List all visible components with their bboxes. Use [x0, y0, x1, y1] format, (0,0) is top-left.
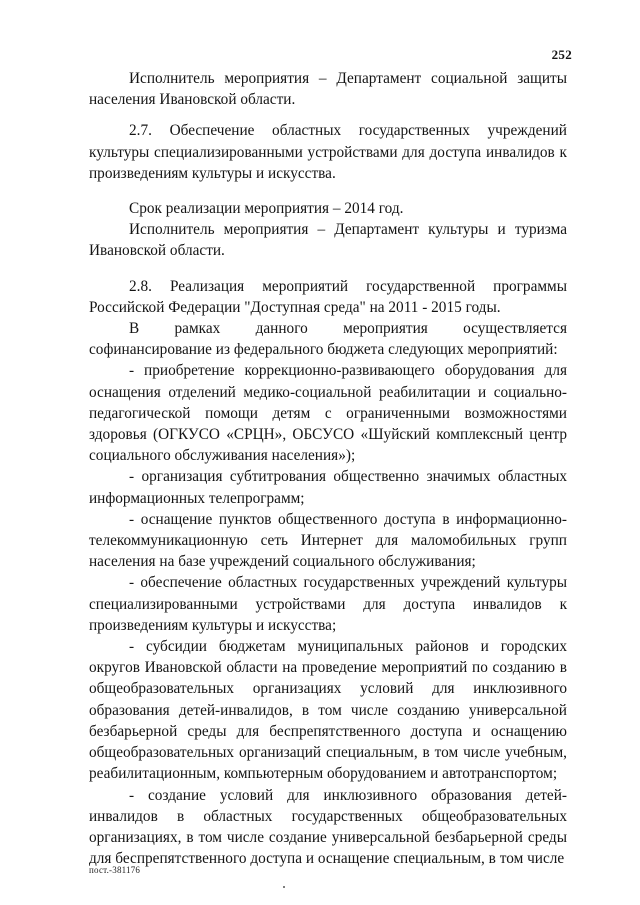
list-item-internet-access: - оснащение пунктов общественного доступа в информационно-телекоммуникационную сеть Интернет для маломобильных групп населения на базе учреждений социального обслуживания;	[89, 510, 567, 571]
paragraph-cofinancing: В рамках данного мероприятия осуществляется софинансирование из федерального бюджета следующих мероприятий:	[89, 320, 567, 359]
scan-speck	[283, 886, 285, 888]
list-item-subtitles: - организация субтитрования общественно значимых областных информационных телепрограмм;	[89, 468, 567, 507]
document-body	[89, 68, 567, 869]
paragraph-executor-culture: Исполнитель мероприятия – Департамент культуры и туризма Ивановской области.	[89, 221, 567, 260]
paragraph-executor-social: Исполнитель мероприятия – Департамент социальной защиты населения Ивановской области.	[89, 70, 567, 109]
list-item-equipment: - приобретение коррекционно-развивающего оборудования для оснащения отделений медико-социальной реабилитации и социально-педагогической помощи детям с ограниченными возможностями здоровья (ОГКУСО «СРЦН», ОБСУСО «Шуйский комплексный центр социального обслуживания населения»);	[89, 362, 567, 465]
paragraph-2-7: 2.7. Обеспечение областных государственных учреждений культуры специализированными устройствами для доступа инвалидов к произведениям культуры и искусства.	[89, 122, 567, 182]
footer-code: пост.-381176	[89, 865, 141, 875]
page-number: 252	[551, 47, 572, 62]
paragraph-2-8: 2.8. Реализация мероприятий государственной программы Российской Федерации "Доступная среда" на 2011 - 2015 годы.	[89, 277, 567, 316]
list-item-subsidies: - субсидии бюджетам муниципальных районов и городских округов Ивановской области на проведение мероприятий по созданию в общеобразовательных организациях условий для инклюзивного образования детей-инвалидов, в том числе созданию универсальной безбарьерной среды для беспрепятственного доступа и оснащению общеобразовательных организаций специальным, в том числе учебным, реабилитационным, компьютерным оборудованием и автотранспортом;	[89, 638, 567, 783]
paragraph-term: Срок реализации мероприятия – 2014 год.	[129, 200, 404, 218]
list-item-culture-devices: - обеспечение областных государственных учреждений культуры специализированными устройствами для доступа инвалидов к произведениям культуры и искусства;	[89, 574, 567, 634]
list-item-inclusive-education: - создание условий для инклюзивного образования детей-инвалидов в областных государственных общеобразовательных организациях, в том числе создание универсальной безбарьерной среды для беспрепятственного доступа и оснащение специальным, в том числе	[89, 786, 567, 868]
